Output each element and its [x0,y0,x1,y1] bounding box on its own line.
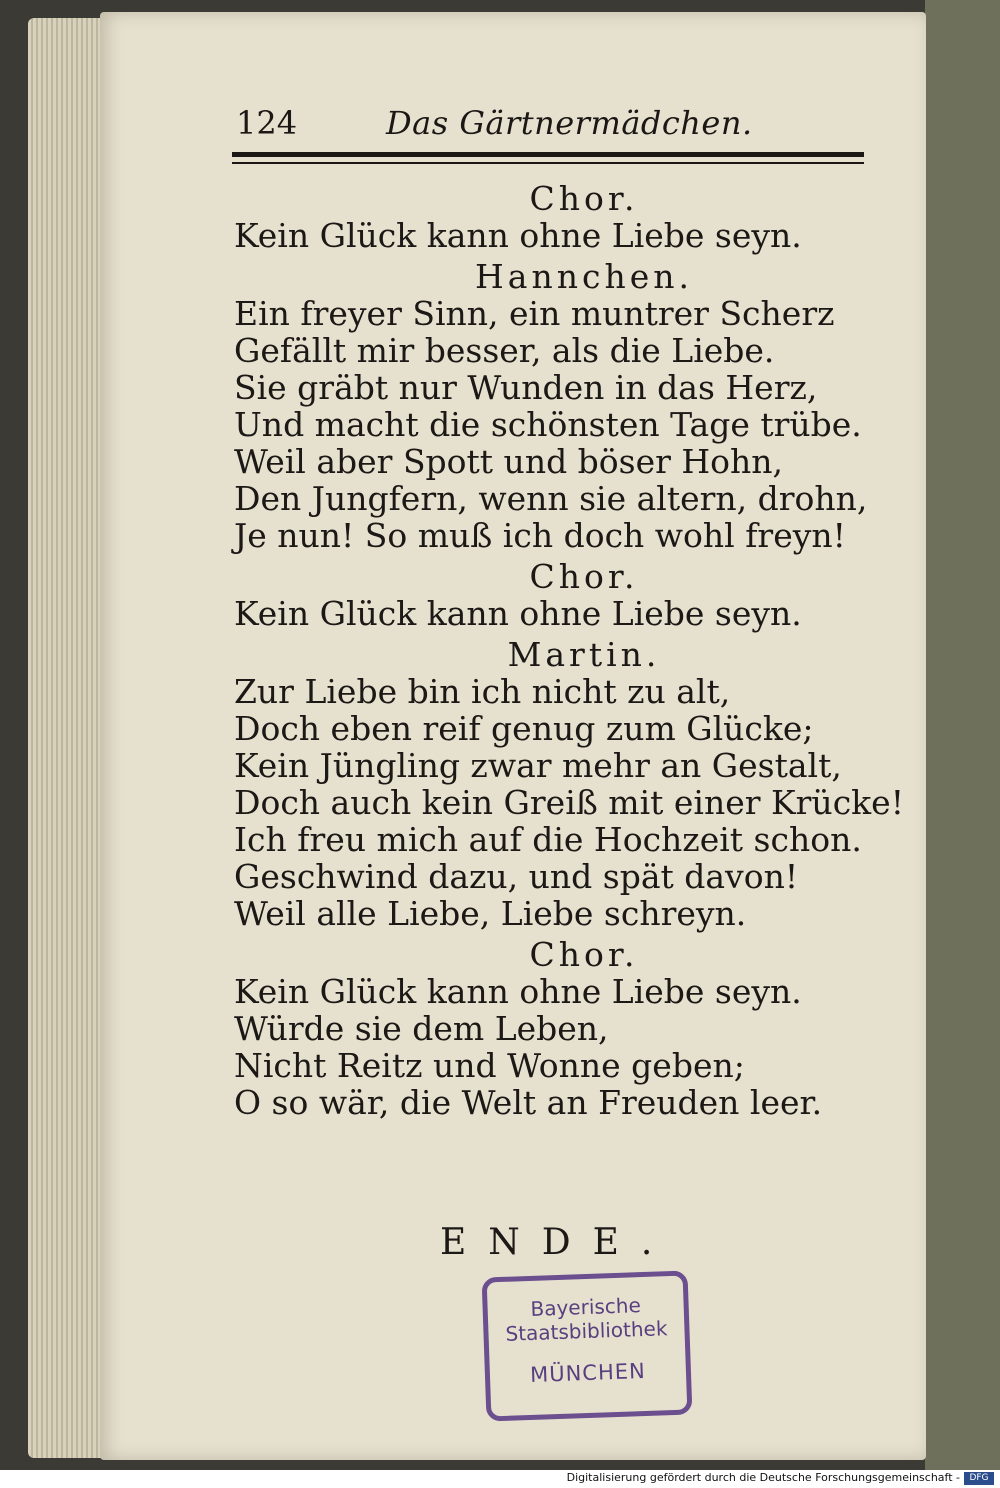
verse-line: Und macht die schönsten Tage trübe. [234,405,862,444]
dfg-logo: DFG [964,1472,994,1485]
header-rule [232,152,864,157]
header-rule-thin [232,162,864,164]
verse-line: Kein Jüngling zwar mehr an Gestalt, [234,746,842,785]
book-cover-edge [925,0,1000,1470]
running-title: Das Gärtnermädchen. [386,104,753,142]
stamp-line-3: MÜNCHEN [529,1358,647,1387]
verse-line: Doch eben reif genug zum Glücke; [234,709,814,748]
verse-line: Weil alle Liebe, Liebe schreyn. [234,894,747,933]
verse-line: Geschwind dazu, und spät davon! [234,857,799,896]
speaker-heading: Chor. [529,557,639,596]
verse-line: Ich freu mich auf die Hochzeit schon. [234,820,862,859]
footer-credit: Digitalisierung gefördert durch die Deutsche Forschungsgemeinschaft - [566,1471,960,1484]
verse-line: Den Jungfern, wenn sie altern, drohn, [234,479,868,518]
verse-line: Zur Liebe bin ich nicht zu alt, [234,672,731,711]
verse-line: Je nun! So muß ich doch wohl freyn! [234,516,846,555]
verse-line: Weil aber Spott und böser Hohn, [234,442,784,481]
verse-line: Kein Glück kann ohne Liebe seyn. [234,972,802,1011]
verse-line: Kein Glück kann ohne Liebe seyn. [234,594,802,633]
verse-text [234,179,904,1122]
verse-line: Gefällt mir besser, als die Liebe. [234,331,775,370]
verse-line: Nicht Reitz und Wonne geben; [234,1046,745,1085]
page-number: 124 [236,104,298,142]
speaker-heading: Martin. [507,635,661,674]
page-header [236,104,866,150]
verse-line: Doch auch kein Greiß mit einer Krücke! [234,783,904,822]
verse-line: Sie gräbt nur Wunden in das Herz, [234,368,818,407]
speaker-heading: Hannchen. [475,257,693,296]
verse-line: Kein Glück kann ohne Liebe seyn. [234,216,802,255]
speaker-heading: Chor. [529,935,639,974]
stamp-line-1: Bayerische [530,1293,642,1321]
ende-mark: ENDE. [440,1222,675,1263]
speaker-heading: Chor. [529,179,639,218]
verse-line: Würde sie dem Leben, [234,1009,609,1048]
verse-line: O so wär, die Welt an Freuden leer. [234,1083,823,1122]
stamp-line-2: Staatsbibliothek [505,1316,668,1346]
verse-line: Ein freyer Sinn, ein muntrer Scherz [234,294,835,333]
library-stamp [482,1270,693,1421]
